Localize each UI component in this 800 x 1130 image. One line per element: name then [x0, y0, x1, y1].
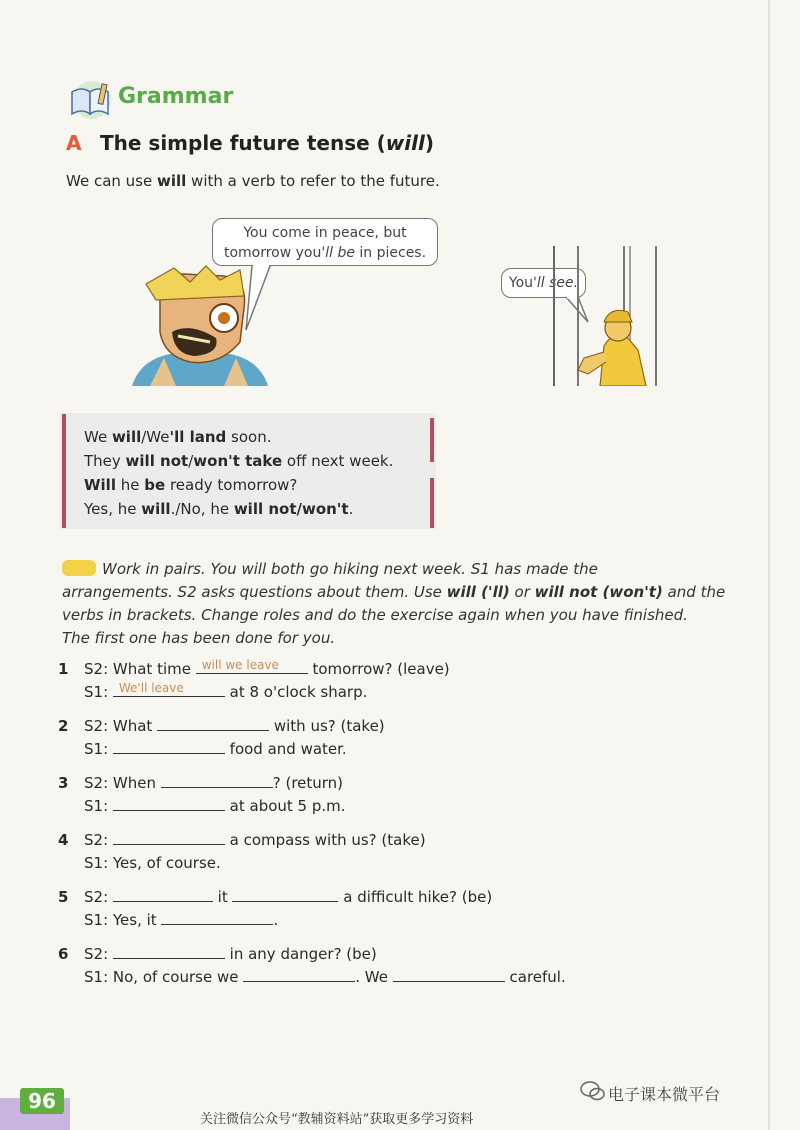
question-line: S2: What with us? (take) [84, 717, 385, 735]
question-line: S2: What time will we leave tomorrow? (leave) [84, 658, 450, 678]
watermark-text: 电子课本微平台 [608, 1085, 721, 1104]
answer-blank[interactable] [161, 786, 273, 788]
wechat-icon [580, 1080, 606, 1102]
question-line: S2: a compass with us? (take) [84, 831, 426, 849]
example-line: Will he be ready tomorrow? [84, 476, 298, 494]
question-number: 3 [58, 774, 69, 792]
answer-blank[interactable] [113, 957, 225, 959]
example-bar-right-top [430, 418, 434, 462]
answer-blank[interactable] [113, 843, 225, 845]
subsection-letter: A [66, 131, 82, 155]
page-edge [768, 0, 770, 1130]
answer-blank[interactable] [157, 729, 269, 731]
question-line: S2: When ? (return) [84, 774, 344, 792]
example-line: They will not/won't take off next week. [84, 452, 394, 470]
example-line: We will/We'll land soon. [84, 428, 272, 446]
exercise-instructions: Work in pairs. You will both go hiking next week. S1 has made the arrangements. S2 asks questions about them. Use will ('ll) or will not (won't) and the verbs in brackets. Change roles and do the exercise again when you have finished. The first one has been done for you. [62, 560, 726, 647]
footer-text: 关注微信公众号“教辅资料站”获取更多学习资料 [200, 1112, 474, 1127]
man-speech-bubble: You'll see. [501, 268, 586, 298]
subsection-title-emph: will [385, 131, 425, 155]
intro-text: We can use will with a verb to refer to the future. [66, 172, 440, 190]
example-bar-right-bottom [430, 478, 434, 528]
answer-blank[interactable] [161, 923, 273, 925]
answer-blank[interactable] [113, 752, 225, 754]
page-number: 96 [20, 1088, 64, 1114]
question-line: S1: We'll leave at 8 o'clock sharp. [84, 681, 368, 701]
alien-speech-bubble: You come in peace, but tomorrow you'll be in pieces. [212, 218, 438, 266]
alien-illustration [120, 262, 280, 386]
man-illustration [548, 246, 676, 386]
question-number: 4 [58, 831, 69, 849]
answer-blank[interactable] [113, 900, 213, 902]
subsection-title: The simple future tense (will) [100, 131, 434, 155]
answer-blank[interactable] [232, 900, 338, 902]
answer-blank[interactable] [243, 980, 355, 982]
book-icon [66, 80, 114, 120]
question-number: 1 [58, 660, 69, 678]
question-line: S1: Yes, of course. [84, 854, 221, 872]
question-line: S1: Yes, it . [84, 911, 279, 929]
answer-blank[interactable] [393, 980, 505, 982]
example-line: Yes, he will./No, he will not/won't. [84, 500, 354, 518]
example-bar-left [62, 414, 66, 528]
answer-blank[interactable] [113, 681, 225, 697]
question-number: 6 [58, 945, 69, 963]
answer-text: will we leave [201, 658, 279, 672]
answer-text: We'll leave [118, 681, 184, 695]
question-line: S1: No, of course we . We careful. [84, 968, 566, 986]
question-number: 2 [58, 717, 69, 735]
question-line: S2: it a difficult hike? (be) [84, 888, 493, 906]
answer-blank[interactable] [196, 658, 308, 674]
section-title: Grammar [118, 84, 234, 109]
question-line: S2: in any danger? (be) [84, 945, 377, 963]
question-line: S1: food and water. [84, 740, 347, 758]
answer-blank[interactable] [113, 809, 225, 811]
question-line: S1: at about 5 p.m. [84, 797, 346, 815]
question-number: 5 [58, 888, 69, 906]
